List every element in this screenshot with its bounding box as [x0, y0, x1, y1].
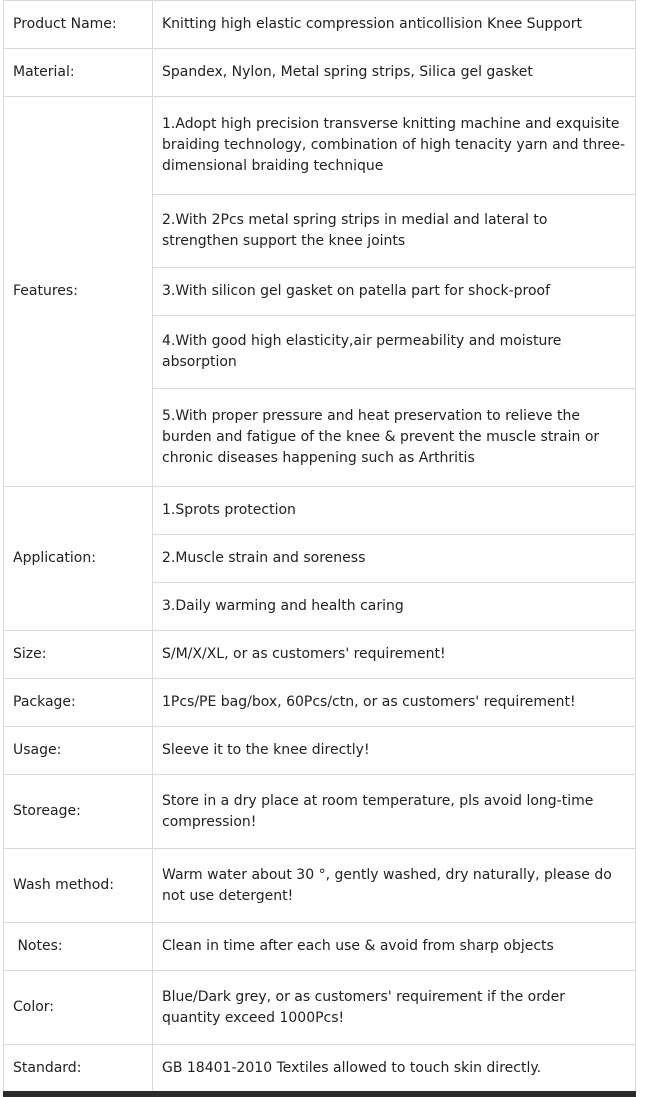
row-value: GB 18401-2010 Textiles allowed to touch skin directly. [153, 1045, 636, 1093]
table-row [4, 971, 636, 1045]
row-label: Notes: [4, 923, 153, 971]
table-row [4, 487, 636, 535]
row-value: Warm water about 30 °, gently washed, dry naturally, please do not use detergent! [153, 849, 636, 923]
row-label: Features: [4, 97, 153, 487]
row-value: S/M/X/XL, or as customers' requirement! [153, 631, 636, 679]
row-value: Sleeve it to the knee directly! [153, 727, 636, 775]
row-value: Store in a dry place at room temperature, pls avoid long-time compression! [153, 775, 636, 849]
table-row [4, 631, 636, 679]
table-row [4, 727, 636, 775]
table-row [4, 1, 636, 49]
product-image-edge [3, 1091, 636, 1097]
row-value: 4.With good high elasticity,air permeability and moisture absorption [153, 316, 636, 389]
row-value: 1Pcs/PE bag/box, 60Pcs/ctn, or as customers' requirement! [153, 679, 636, 727]
row-value: Spandex, Nylon, Metal spring strips, Silica gel gasket [153, 49, 636, 97]
row-value: 1.Sprots protection [153, 487, 636, 535]
row-label: Application: [4, 487, 153, 631]
row-label: Product Name: [4, 1, 153, 49]
row-value: 1.Adopt high precision transverse knitting machine and exquisite braiding technology, combination of high tenacity yarn and three-dimensional braiding technique [153, 97, 636, 195]
row-label: Standard: [4, 1045, 153, 1093]
table-row [4, 1045, 636, 1093]
table-row [4, 849, 636, 923]
row-value: 2.With 2Pcs metal spring strips in medial and lateral to strengthen support the knee joints [153, 195, 636, 268]
table-row [4, 679, 636, 727]
row-value: 3.With silicon gel gasket on patella part for shock-proof [153, 268, 636, 316]
row-value: Knitting high elastic compression anticollision Knee Support [153, 1, 636, 49]
row-value: Clean in time after each use & avoid from sharp objects [153, 923, 636, 971]
table-row [4, 97, 636, 195]
table-row [4, 49, 636, 97]
row-value: 2.Muscle strain and soreness [153, 535, 636, 583]
product-spec-table [3, 0, 636, 1093]
row-label: Usage: [4, 727, 153, 775]
row-label: Color: [4, 971, 153, 1045]
table-row [4, 923, 636, 971]
row-label: Storeage: [4, 775, 153, 849]
table-row [4, 775, 636, 849]
row-value: Blue/Dark grey, or as customers' requirement if the order quantity exceed 1000Pcs! [153, 971, 636, 1045]
row-label: Material: [4, 49, 153, 97]
row-value: 3.Daily warming and health caring [153, 583, 636, 631]
row-value: 5.With proper pressure and heat preservation to relieve the burden and fatigue of the knee & prevent the muscle strain or chronic diseases happening such as Arthritis [153, 389, 636, 487]
row-label: Wash method: [4, 849, 153, 923]
row-label: Size: [4, 631, 153, 679]
row-label: Package: [4, 679, 153, 727]
